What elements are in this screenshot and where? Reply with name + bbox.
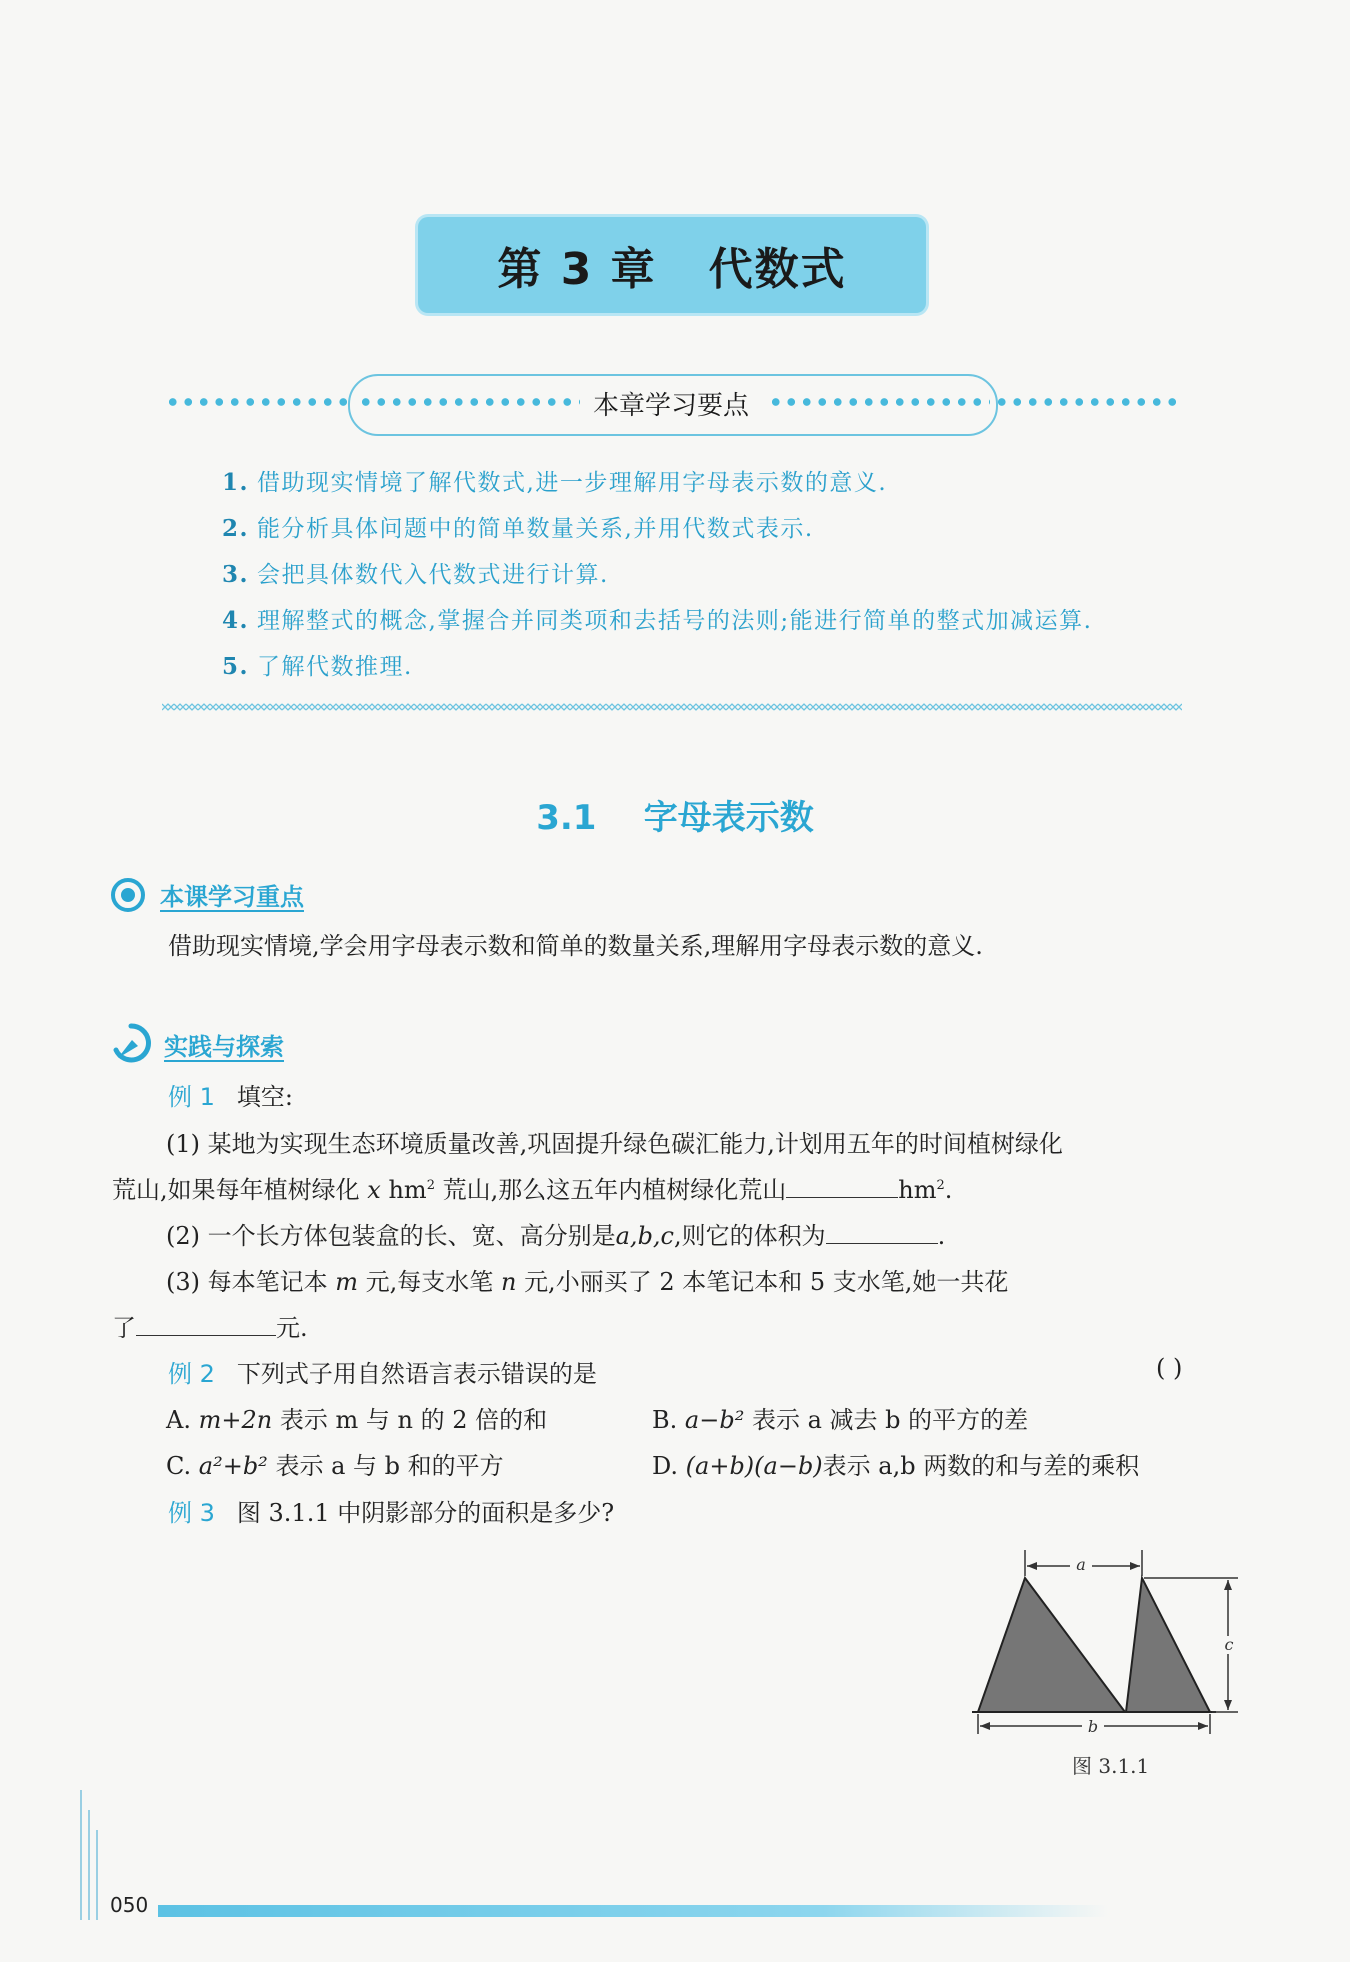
focus-text: 借助现实情境,学会用字母表示数和简单的数量关系,理解用字母表示数的意义. (168, 932, 983, 960)
figure-label-a: a (1076, 1555, 1086, 1574)
focus-heading: 本课学习重点 (160, 883, 304, 911)
example2-label: 例 2 (168, 1360, 215, 1388)
figure-triangles (970, 1548, 1250, 1738)
compass-icon (110, 1022, 152, 1064)
example2-prompt: 下列式子用自然语言表示错误的是 (236, 1360, 597, 1388)
example2-header (168, 1354, 597, 1389)
margin-line (96, 1830, 98, 1920)
page-number: 050 (110, 1893, 149, 1917)
example1-q3-line2: 了 元. (112, 1314, 308, 1342)
key-point-item: 2. 能分析具体问题中的简单数量关系,并用代数式表示. (222, 515, 814, 542)
key-points-title-wrap (348, 374, 994, 432)
example1-prompt: 填空: (236, 1083, 293, 1111)
key-point-item: 1. 借助现实情境了解代数式,进一步理解用字母表示数的意义. (222, 469, 888, 496)
example1-q3-line1: (3) 每本笔记本 m 元,每支水笔 n 元,小丽买了 2 本笔记本和 5 支水笔,她一共花 (166, 1268, 1009, 1296)
key-points-title: 本章学习要点 (583, 385, 759, 422)
example1-q2: (2) 一个长方体包装盒的长、宽、高分别是a,b,c,则它的体积为 . (166, 1222, 946, 1250)
answer-blank[interactable] (786, 1177, 898, 1198)
margin-line (88, 1810, 90, 1920)
key-point-item: 4. 理解整式的概念,掌握合并同类项和去括号的法则;能进行简单的整式加减运算. (222, 607, 1093, 634)
option-d[interactable]: D. (a+b)(a−b)表示 a,b 两数的和与差的乘积 (652, 1452, 1140, 1480)
decorative-wave-rule (162, 700, 1182, 714)
figure-label-c: c (1224, 1635, 1234, 1654)
example3-header (168, 1493, 614, 1528)
answer-blank[interactable] (136, 1315, 276, 1336)
example3-label: 例 3 (168, 1499, 215, 1527)
key-point-item: 5. 了解代数推理. (222, 653, 413, 680)
dotted-rule-right (994, 398, 1179, 406)
section-title: 3.1 字母表示数 (536, 798, 814, 838)
option-a[interactable]: A. m+2n 表示 m 与 n 的 2 倍的和 (166, 1406, 548, 1434)
practice-heading: 实践与探索 (164, 1033, 284, 1061)
example1-q1-line1: (1) 某地为实现生态环境质量改善,巩固提升绿色碳汇能力,计划用五年的时间植树绿化 (166, 1130, 1063, 1158)
key-point-item: 3. 会把具体数代入代数式进行计算. (222, 561, 609, 588)
dotted-rule-left (165, 398, 350, 406)
target-icon (110, 877, 146, 913)
shaded-triangle-left (978, 1578, 1125, 1712)
example3-prompt: 图 3.1.1 中阴影部分的面积是多少? (236, 1499, 615, 1527)
chapter-title-box (418, 217, 926, 313)
example1-q1-line2: 荒山,如果每年植树绿化 x $hm^2$ 荒山,那么这五年内植树绿化荒山 $hm^2$. (112, 1176, 953, 1204)
margin-line (80, 1790, 82, 1920)
shaded-triangle-right (1126, 1578, 1210, 1712)
example1-label: 例 1 (168, 1083, 215, 1111)
example1-header (168, 1077, 293, 1112)
option-c[interactable]: C. a²+b² 表示 a 与 b 和的平方 (166, 1452, 504, 1480)
figure-label-b: b (1087, 1717, 1099, 1736)
answer-blank[interactable] (826, 1223, 938, 1244)
option-b[interactable]: B. a−b² 表示 a 减去 b 的平方的差 (652, 1406, 1029, 1434)
figure-caption: 图 3.1.1 (1072, 1754, 1150, 1778)
answer-parentheses[interactable]: ( ) (1156, 1354, 1183, 1382)
chapter-title: 第 3 章 代数式 (497, 244, 847, 295)
footer-bar (158, 1905, 1108, 1917)
